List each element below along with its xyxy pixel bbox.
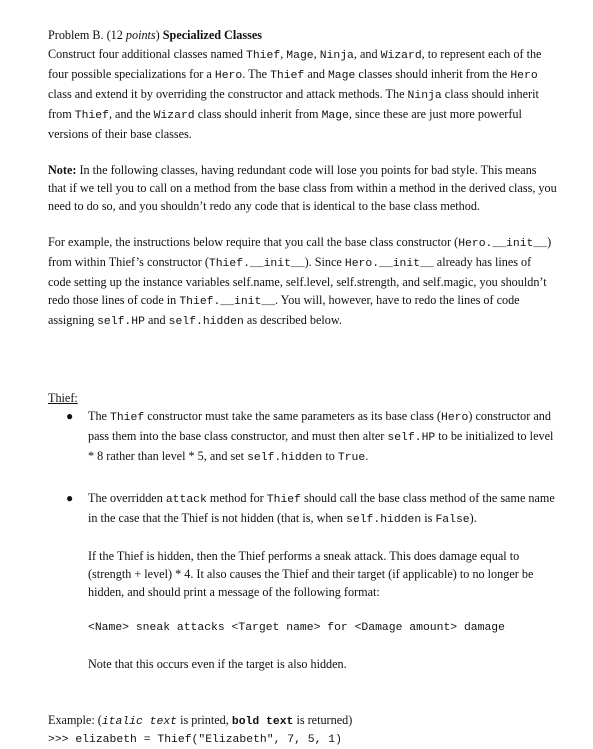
sneak-attack-text: If the Thief is hidden, then the Thief performs a sneak attack. This does damage equal to (strength + level) * 4. It also causes the Thief and their target (if applicable) to no longer be hidden, and should print a message of the following format: — [88, 549, 534, 599]
attack-text: The overridden attack method for Thief should call the base class method of the same name in the case that the Thief is not hidden (that is, when self.hidden is False). — [88, 491, 555, 526]
example-explanation-paragraph: For example, the instructions below require that you call the base class constructor (Hero.__init__) from within Thief’s constructor (Thief.__init__). Since Hero.__init__ already has lines of code setting up the instance variables self.name, self.level, self.strength, and self.magic, you shouldn’t redo those lines of code in Thief.__init__. You will, however, have to redo the lines of code assigning self.HP and self.hidden as described below. — [48, 235, 552, 328]
section-gap — [48, 349, 557, 389]
italic-sample: italic text — [101, 716, 178, 728]
bullet-icon: ● — [66, 409, 74, 423]
problem-title — [48, 26, 557, 44]
example-code-line: >>> elizabeth = Thief("Elizabeth", 7, 5, 1) — [48, 734, 342, 746]
example-legend: Example: (italic text is printed, bold text is returned) — [48, 713, 353, 728]
note-text: In the following classes, having redundant code will lose you points for bad style. This means that if we tell you to call on a method from the base class from within a method in the derived class, you need to do so, and you shouldn’t redo any code that is identical to the base class method. — [48, 163, 557, 213]
hidden-target-note: Note that this occurs even if the target is also hidden. — [88, 657, 347, 671]
title-lead: Problem B. (12 — [48, 28, 126, 42]
constructor-text: The Thief constructor must take the same parameters as its base class (Hero) constructor and pass them into the base class constructor, and must then alter self.HP to be initialized to level * 8 rather than level * 5, and set self.hidden to True. — [88, 409, 554, 464]
title-close: ) — [155, 28, 163, 42]
note-paragraph — [48, 161, 557, 215]
note-label: Note: — [48, 163, 77, 177]
bullet-icon: ● — [66, 491, 74, 505]
bold-sample: bold text — [231, 716, 294, 728]
message-format: <Name> sneak attacks <Target name> for <Damage amount> damage — [88, 622, 505, 634]
thief-requirements-list — [48, 407, 557, 673]
title-points: points — [125, 28, 156, 42]
intro-paragraph: Construct four additional classes named Thief, Mage, Ninja, and Wizard, to represent each of the four possible specializations for a Hero. The Thief and Mage classes should inherit from the Hero class and extend it by overriding the constructor and attack methods. The Ninja class should inherit from Thief, and the Wizard class should inherit from Mage, since these are just more powerful versions of their base classes. — [48, 47, 542, 141]
list-item-attack — [66, 489, 557, 673]
thief-heading: Thief: — [48, 391, 78, 405]
title-heading: Specialized Classes — [162, 28, 262, 42]
list-item-constructor — [66, 407, 557, 467]
